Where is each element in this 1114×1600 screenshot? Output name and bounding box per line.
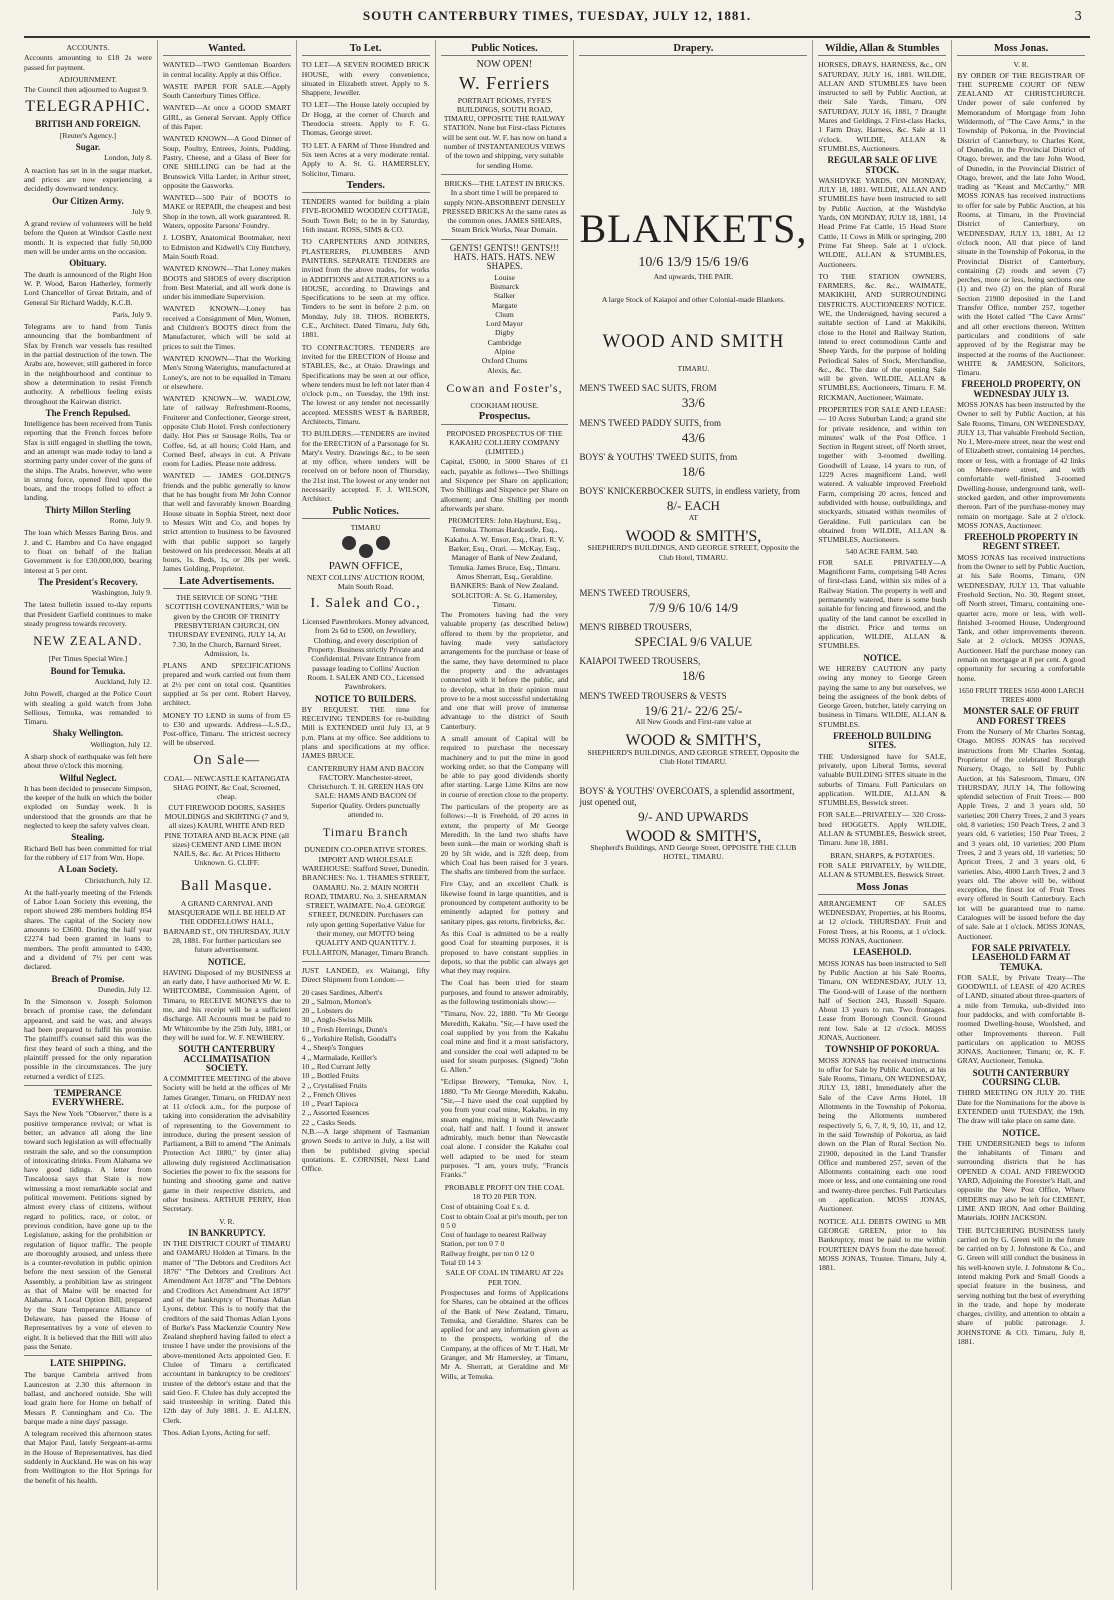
display-heading: Ball Masque. — [180, 877, 273, 894]
goods-line: All New Goods and First-rate value at — [635, 717, 752, 727]
price-line: 33/6 — [681, 395, 705, 411]
column-public-notices — [435, 40, 574, 1590]
dateline: July 9. — [131, 206, 152, 216]
table-row: Railway freight, per ton 0 12 0 — [440, 1248, 535, 1258]
prospectus-title: PROPOSED PROSPECTUS OF THE KAKAHU COLLIERY COMPANY (LIMITED.) — [446, 428, 563, 457]
classified-ad: WANTED—500 Pair of BOOTS to MAKE or REPAIR, the cheapest and best Shop in the town, all work guaranteed. R. Waters, opposite Parsons' Foundry. — [162, 193, 291, 231]
dateline: Rome, July 9. — [109, 516, 152, 526]
now-open: NOW OPEN! — [476, 59, 533, 71]
section-heading: Moss Jonas — [818, 883, 946, 895]
classified-ad: J. LOSBY, Anatomical Bootmaker, next to Edmiston and Kidwell's City Butchery, Main South Road. — [162, 233, 291, 261]
auction-ad: PROPERTIES FOR SALE AND LEASE:— 10 Acres Suburban Land; a grand site for private residence, and within ten minutes' walk of the Post Office. 1 Section in Regent street, off North street, together with 3-roomed dwelling. Goodwill of Lease, 14 years to run, of 1229 Acres magnificent Land, well watered. A valuable improved Freehold Farm, comprising 20 acres, fenced and subdivided with house, outbuildings, and stockyards, situated within twomiles of Geraldine. Full particulars can be obtained from WILDIE, ALLAN & STUMBLES, Auctioneers. — [818, 404, 947, 545]
article-heading: LEASEHOLD. — [853, 947, 912, 958]
article-heading: Thirty Millon Sterling — [45, 504, 131, 515]
price-line: 18/6 — [681, 464, 705, 480]
sale-line: SALE OF COAL IN TIMARU AT 22s PER TON. — [445, 1268, 564, 1287]
price-line: 43/6 — [681, 429, 705, 445]
classified-ad: TO CARPENTERS AND JOINERS, PLASTERERS, PLUMBERS AND PAINTERS. SEPARATE TENDERS are invited from the above trades, for works in ADDITIONS and ALTERATIONS to a HOUSE, according to Drawings and Specifications to be seen at my office. Tenders to be sent in before 2 p.m. on Monday, July 18. THOS. ROBERTS, C.E., Architect. Dated Timaru, July 6th, 1881. — [301, 237, 430, 340]
display-heading: On Sale— — [193, 752, 261, 768]
auction-ad: THE UNDERSIGNED begs to inform the inhabitants of Timaru and surrounding districts that he has OPENED A COAL AND FIREWOOD YARD, Adjoining the Forester's Hall, and opposite the New Post Office, Where ORDERS may also be left for CEMENT, LIME AND IRON, And other Building Materials. JOHN JACKSON. — [957, 1138, 1086, 1223]
column-moss-jonas — [951, 40, 1090, 1590]
list-item: 20 cases Sardines, Albert's — [301, 987, 383, 997]
blankets-heading: BLANKETS, — [579, 206, 808, 252]
list-item: 4 ,, Marmalade, Keiller's — [301, 1052, 377, 1062]
auction-ad: MOSS JONAS has received instructions from the Owner to sell by Public Auction, at his Sale Rooms, Timaru, ON WEDNESDAY, JULY 13, That valuable Freehold Section, No. 30, Regent street, off North street, Timaru, containing one-quarter acre, more or less, with well-finished 3-roomed House, Underground Tank, and other improvements thereon. Sale at 2 o'clock. MOSS JONAS, Auctioneer. Half the purchase money can remain on mortgage at 8 per cent. A good opportunity for securing a comfortable home. — [957, 552, 1086, 683]
list-item: 10 ,, Pearl Tapioca — [301, 1099, 359, 1109]
classified-ad: TO LET—The House lately occupied by Dr Hogg, at the corner of Church and Theodocia streets. Apply to F. G. Thomas, George street. — [301, 100, 430, 138]
article-heading: LATE SHIPPING. — [50, 1359, 126, 1370]
section-heading: BRITISH AND FOREIGN. — [35, 119, 141, 130]
paragraph: A sharp shock of earthquake was felt here about three o'clock this morning. — [24, 752, 152, 771]
classified-ad: MONEY TO LEND in sums of from £5 to £30 and upwards. Address—L.S.D., Post-office, Timaru. The strictest secrecy will be observed. — [162, 710, 291, 748]
price-line: 19/6 21/- 22/6 25/- — [644, 702, 743, 718]
classified-ad: CUT FIREWOOD DOORS, SASHES MOULDINGS and SKIRTING (7 and 9, all sizes) KAURI, WHITE AND RED PINE TOTARA AND BLACK PINE (all sizes) CEMENT AND LIME IRON NAILS, &c. &c. At Prices Hitherto Unknown. G. CLIFF. — [164, 802, 290, 868]
price-line: SPECIAL 9/6 VALUE — [634, 634, 753, 650]
paragraph: The Council then adjourned to August 9. — [24, 85, 148, 95]
classified-ad: THE SERVICE OF SONG "THE SCOTTISH COVENANTERS," Will be given by the CHOIR OF TRINITY PRESBYTERIAN CHURCH, ON THURSDAY EVENING, JULY 14, At 7.30, In the Church, Barnard Street. Admission, 1s. — [165, 593, 289, 658]
telegraphic-heading: TELEGRAPHIC. — [25, 98, 151, 116]
article-heading: FOR SALE PRIVATELY. LEASEHOLD FARM AT TEMUKA. — [971, 942, 1071, 972]
paragraph: John Powell, charged at the Police Court with stealing a gold watch from John Sellious, Temuka, was remanded to Timaru. — [24, 689, 152, 727]
list-item: Margate — [491, 300, 518, 310]
testimonial: "Timaru, Nov. 22, 1880. "To Mr George Meredith, Kakahu. "Sir,—I have used the coal supplied by you from the Kakahu coal mine and find it a most satisfactory, and consider the coal well adapted to be used for steam purposes. (Signed) "John G. Allen." — [440, 1009, 569, 1075]
dateline: Auckland, July 12. — [94, 676, 152, 686]
classified-ad: PORTRAIT ROOMS, FYFE'S BUILDINGS, SOUTH ROAD, TIMARU, OPPOSITE THE RAILWAY STATION. None but First-class Pictures will be sent out. W. F. has now on hand a number of INSTANTANEOUS VIEWS of the town and shipping, very suitable for sending Home. — [442, 95, 567, 170]
display-heading: Timaru Branch — [322, 825, 409, 840]
classified-ad: PLANS AND SPECIFICATIONS prepared and work carried out from them at 2½ per cent on total cost. Quantities supplied at 5s per cent. Robert Harvey, architect. — [162, 661, 291, 708]
royal-cipher: V. R. — [219, 1216, 235, 1226]
firm-name: WOOD AND SMITH — [602, 331, 785, 353]
section-heading: Moss Jonas. — [957, 44, 1085, 56]
list-item: 2 ,, French Olives — [301, 1089, 356, 1099]
article-heading: Bound for Temuka. — [50, 665, 126, 676]
product-line: MEN'S TWEED PADDY SUITS, from — [579, 417, 721, 428]
classified-ad: TO CONTRACTORS. TENDERS are invited for the ERECTION of House and STABLES, &c., at Otaio. Drawings and Specifications may be seen at our office, where tenders must be left not later than 4 o'clock p.m., on Tuesday, the 19th inst. The lowest or any tender not necessarily accepted. MESSRS WEST & BARBER, Architects, Timaru. — [301, 342, 430, 426]
list-item: Louise — [494, 272, 515, 282]
list-item: 22 ,, Casks Seeds. — [301, 1117, 357, 1127]
pawn-town: TIMARU — [350, 522, 381, 532]
ball-icon — [376, 536, 390, 550]
classified-ad: BY REQUEST. THE time for RECEIVING TENDERS for re-building Mill is EXTENDED until July 13, at 9 p.m. Plans at my office. See additions to plans and specifications at my office. JAMES BRUCE. — [301, 704, 430, 761]
auction-ad: THIRD MEETING ON JULY 20. THE Date for the Nominations for the above is EXTENDED until TUESDAY, the 19th. The draw will take place on same date. — [957, 1088, 1086, 1126]
classified-ad: JUST LANDED, ex Waitangi, fifty Direct Shipment from London:— — [301, 965, 430, 985]
classified-ad: BRICKS—THE LATEST IN BRICKS. In a short time I will be prepared to supply NON-ABSORBENT DENSELY PRESSED BRICKS At the same rates as the common ones. JAMES SHEARS, Steam Brick Works, Near Domain. — [442, 178, 567, 235]
section-label: ACCOUNTS. — [66, 43, 110, 52]
auction-ad: MOSS JONAS has received instructions to offer for Sale by Public Auction, at his Sale Rooms, Timaru, ON WEDNESDAY, JULY 13, 1881, Immediately after the Sale of the Cave Arms Hotel, 18 Allotments in the Township of Pokorua, being the Allotments numbered respectively 5, 6, 7, 8, 9, 10, 11, and 12, in the said Township of Pokorua, as laid down on the Plan of Rural Section No. 21900, deposited in the Land Transfer Office and numbered 257, seven of the Allotments containing each one rood more or less, and one containing one rood and twenty-three perches. Full Particulars on application. MOSS JONAS, Auctioneer. — [818, 1055, 947, 1214]
list-item: Digby — [495, 328, 514, 338]
classified-ad: TO LET—A SEVEN ROOMED BRICK HOUSE, with every convenience, situated in Elizabeth street. Apply to S. Shappere, Jeweller. — [301, 60, 430, 98]
auction-ad: ARRANGEMENT OF SALES WEDNESDAY, Properties, at his Rooms, at 12 o'clock. THURSDAY. Fruit and Forest Trees, at his Rooms, at 1 o'clock. MOSS JONAS, Auctioneer. — [818, 898, 947, 946]
article-heading: A Loan Society. — [58, 864, 118, 875]
signature-line: Thos. Adian Lyons, Acting for self. — [162, 1428, 271, 1438]
dateline: Washington, July 9. — [91, 588, 152, 598]
article-heading: FREEHOLD PROPERTY, ON WEDNESDAY JULY 13. — [961, 379, 1081, 399]
paragraph: In the Simonson v. Joseph Solomon breach of promise case, the defendant appeared, and said he was, and always had been prepared to fulfil his promise. The plaintiff's counsel said this was the first they heard of such a thing, and the plaintiff pressed for the only reparation possible in the circumstances. The jury returned a verdict of £125. — [24, 997, 152, 1081]
section-heading: Public Notices. — [441, 44, 569, 56]
wire-line: [Per Times Special Wire.] — [48, 654, 128, 664]
classified-ad: TO LET. A FARM of Three Hundred and Six teen Acres at a very moderate rental. Apply to A. St. G. HAMERSLEY, Solicitor, Timaru. — [301, 140, 430, 178]
testimonial: "Eclipse Brewery, "Temuka, Nov. 1, 1880. "To Mr George Meredith, Kakahu. "Sir,—I have used the coal supplied by you from your coal mine, Kakahu, in my steam engine, mixing it with Newcastle coal, half and half. I found it answer admirably, much better than Newcastle coal alone. I consider the Kakahu coal well adapted to be used for steam purposes. "I am, yours truly, "Francis Franks." — [440, 1077, 569, 1180]
classified-ad: WANTED KNOWN—That Loney makes BOOTS and SHOES of every discription from Best Material, and all work done is under his immediate Supervision. — [162, 264, 291, 302]
article-heading: REGULAR SALE OF LIVE STOCK. — [827, 155, 937, 175]
auction-ad: THE BUTCHERING BUSINESS lately carried on by G. Green will in the future be carried on by J. Johnstone & Co., and G. Green will still conduct the business in his well-known style. J. Johnstone & Co., intend making Pork and Small Goods a special feature in the business, and serving nothing but the best of everything in the trade, and hope by moderate charges, civility, and attention to obtain a share of public patronage. J. JOHNSTONE & CO. Timaru, July 8, 1881. — [957, 1225, 1086, 1347]
paragraph: The Promoters having had the very valuable property (as described below) offered to them by the proprietor, and having made very satisfactory arrangements for the purchase or lease of the same, they have determined to place the property and the advantages connected with it before the public, and to develop, what in their opinion must prove to be a most successful undertaking and one that will prove of immense advantage to the district of South Canterbury. — [440, 610, 569, 731]
price-line: 7/9 9/6 10/6 14/9 — [648, 599, 738, 615]
auction-ad: TO THE STATION OWNERS, FARMERS, &c. &c., WAIMATE, MAKIKIHI, AND SURROUNDING DISTRICTS. AUCTIONEERS' NOTICE. WE, the Undersigned, having secured a suitable section of Land at Makikihi, close to the Hotel and Railway Station, intend to erect commodious Cattle and Sheep Yards, for the purpose of holding Periodical Sales of Stock, Merchandise, &c., &c. The date of the opening Sale will be given. WILDIE, ALLAN & STUMBLES, Auctioneers, Timaru. F. M. RICKMAN, Auctioneer, Waimate. — [818, 271, 947, 402]
hat-list — [441, 273, 569, 375]
display-heading: I. Salek and Co., — [310, 596, 421, 612]
auction-ad: BY ORDER OF THE REGISTRAR OF THE SUPREME COURT OF NEW ZEALAND AT CHRISTCHURCH. Under power of sale conferred by Memorandum of Mortgage from John Wildermoth, of "The Cave Arms," in the Township of Pokorua, in the Provincial District of Canterbury, to Charles Kent, of Dunedin, in the Provincial District of Otago, brewer, and the late John Wood, of Dunedin, in the Provincial District of Otago, brewer, and the late John Wood, trading as "Keast and McCarthy." MR MOSS JONAS has received instructions to offer for sale by Public Auction, at his Rooms, at Timaru, in the Provincial District of Canterbury, on WEDNESDAY, JULY 13, 1881, At 12 o'clock noon, All that piece of land situate in the Township of Pokorua, in the Provincial District of Canterbury, containing (2) roods and seven (7) perches, more or less, being sections one (1) and two (2) on the plan of Rural Section 21900 deposited in the Land Transfer Office, number 257, together with the Hotel called "The Cave Arms" and all other erections thereon. Written particulars and conditions of sale approved of by the Registrar may be inspected at the rooms of the Auctioneer. WHITE & JAMESON, Solicitors, Timaru. — [957, 70, 1086, 378]
display-heading: Cowan and Foster's, — [446, 380, 563, 395]
list-item: Bismarck — [489, 281, 520, 291]
column-wildie-allan-stumbles — [812, 40, 951, 1590]
paragraph: The latest bulletin issued to-day reports that President Garfield continues to make steady progress towards recovery. — [24, 600, 152, 629]
column-news — [24, 40, 157, 1590]
classified-ad: A GRAND CARNIVAL AND MASQUERADE WILL BE HELD AT THE ODDFELLOWS' HALL, BARNARD ST., ON THURSDAY, JULY 28, 1881. For further particulars see future advertisement. — [163, 898, 291, 955]
divider — [441, 174, 569, 175]
article-heading: TEMPERANCE EVERYWHERE. — [52, 1088, 124, 1109]
pawn-office: PAWN OFFICE, — [328, 560, 403, 573]
section-heading: Late Advertisements. — [163, 577, 291, 589]
article-heading: Obituary. — [69, 258, 107, 269]
classified-ad: WASTE PAPER FOR SALE.—Apply South Canterbury Times Office. — [162, 81, 291, 101]
classified-ad: WANTED KNOWN—W. WADLOW, late of railway Refreshment-Rooms, Fruiterer and Confectioner, George street, opposite Club Hotel. Fresh confectionery daily. Hot Pies or Sausage Rolls, Tea or Coffee, 6d, at all hours; Cold Ham, and Corned Beef, always in cut. A Private room for Ladies. Please note address. — [162, 394, 291, 469]
classified-ad: TENDERS wanted for building a plain FIVE-ROOMED WOODEN COTTAGE, South Town Belt; to be in by Saturday, 16th instant. ROSS, SIMS & CO. — [301, 197, 430, 235]
product-line: BOYS' & YOUTHS' OVERCOATS, a splendid assortment, just opened out, — [579, 786, 795, 808]
ball-icon — [359, 544, 373, 558]
classified-ad: N.B.—A large shipment of Tasmanian grown Seeds to arrive in July, a list will then be published giving special quotations. E. CORNISH, Next Land Office. — [301, 1126, 430, 1174]
product-line: MEN'S TWEED TROUSERS & VESTS — [579, 690, 727, 701]
dateline: Christchurch, July 12. — [84, 875, 152, 885]
ball-icon — [342, 536, 356, 550]
article-heading: NOTICE. — [863, 652, 902, 663]
article-heading: NOTICE. — [1002, 1127, 1040, 1138]
list-item: Chum — [495, 309, 514, 319]
classified-ad: WANTED—At once a GOOD SMART GIRL, as General Servant. Apply Office of this Paper. — [162, 103, 291, 132]
list-item: Cambridge — [487, 337, 522, 347]
classified-ad: CANTERBURY HAM AND BACON FACTORY. Manchester-street, Christchurch. T. H. GREEN HAS ON SALE: HAMS AND BACON Of Superior Quality. Orders punctually attended to. — [307, 763, 425, 820]
classified-ad: IN THE DISTRICT COURT of TIMARU and OAMARU Holden at Timaru. In the matter of "The Debtors and Creditors Act 1876" "The Debtors and Creditors Act Amendment Act 1878" and "The Debtors and Creditors Act Amendment Act 1879" and of the bankruptcy of Thomas Adian Lyons, debtor. This is to notify that the creditors of the said Thomas Adian Lyons of Burke's Pass Mackenzie Country New Zealand shepherd having failed to elect a trustee I have under the provisions of the above-mentioned Acts appointed Geo. F. Clulee of Timaru a certificated accountant in bankruptcy to be creditors' trustee of the debtor's estate and that the said Geo. F. Clulee has duly accepted the said trusteeship in writing. Dated this 12th day of July 1881. J. E. ALLEN, Clerk. — [162, 1239, 291, 1425]
farm-heading: 540 ACRE FARM. 540. — [845, 547, 919, 557]
cost-table — [441, 1202, 569, 1267]
promoters: PROMOTERS: John Hayhurst, Esq., Temuka. Thomas Hardcastle, Esq., Kakahu. A. W. Ensor, Esq., Orari. R. V. Barker, Esq., Orari. — McKay, Esq., Manager of Bank of New Zealand, Temuka. James Bruce, Esq., Timaru. Amos Sherratt, Esq., Geraldine. BANKERS: Bank of New Zealand. SOLICITOR: A. St. G. Hamersley, Timaru. — [444, 516, 565, 609]
paragraph: The particulars of the property are as follows:—It is Freehold, of 20 acres in extent, the property of Mr George Meredith. In the land two shafts have been sunk—the main or working shaft is 20 by 5ft wide, and is 32ft deep, from which Coal has been raised for 3 years. The shafts are timbered from the surface. — [440, 802, 569, 877]
display-heading: W. Ferriers — [458, 72, 551, 93]
price-line: 10/6 13/9 15/6 19/6 — [638, 255, 749, 271]
article-heading: Sugar. — [75, 142, 101, 153]
article-heading: Wilful Neglect. — [59, 772, 117, 783]
divider — [24, 1355, 152, 1356]
dateline: Paris, July 9. — [112, 309, 152, 319]
page-columns — [24, 40, 1090, 1590]
paragraph: The barque Cambria arrived from Launceston at 2.30 this afternoon in ballast, and anchored outside. She will load grain here for Home on behalf of Messrs P. Cunningham and Co. The barque made a nine days' passage. — [24, 1370, 152, 1426]
paragraph: A telegram received this afternoon states that Major Paul, lately Sergeant-at-arms in the House of Representatives, has died suddenly in Auckland. He was on his way from Wellington to the Hot Springs for the benefit of his health. — [24, 1429, 152, 1485]
paragraph: Says the New York "Observer," there is a positive temperance revival; or what is better, an advance all along the line toward such legislation as will effectually restrain the sale, and so the consumption of intoxicating drinks. From Alabama we have good tidings. A letter from Tuscaloosa says that State is now witnessing a most remarkable social and political movement. Petitions signed by almost every class of citizens, without regard to politics, race, or color, or previous condition, have gone up to the Legislature, asking for the prohibition or regulation of liquor traffic. The people are thoroughly aroused, and unless there is a counter-revolution in public opinion before the next session of the General Assembly, a prohibition law as stringent as that of Maine will be enacted for Alabama. A Local Option Bill, prepared by the State Temperance Alliance of Delaware, has passed the House of Representatives by a vote of eleven to eight. It is believed that the Bill will also pass the Senate. — [24, 1109, 152, 1351]
address-line: SHEPHERD'S BUILDINGS, AND GEORGE STREET, Opposite the Club Hotel, TIMARU. — [587, 543, 800, 562]
paragraph: At the half-yearly meeting of the Friends of Labor Loan Society this evening, the report showed 286 members holding 854 shares. The capital of the Society now amounts to £3600. During the half year £2274 had been granted in loans to members. The profit amounted to £430, and a dividend of 7½ per cent was declared. — [24, 887, 152, 972]
classified-ad: TO BUILDERS.—TENDERS are invited for the ERECTION of a Parsonage for St. Mary's Vestry. Drawings &c., to be seen at my office, where tenders will be received on or before noon of Thursday, the 21st inst. The lowest or any tender not necessarily accepted. F. J. WILSON, Architect. — [301, 429, 430, 504]
article-heading: FREEHOLD PROPERTY IN REGENT STREET. — [964, 532, 1079, 552]
classified-ad: Licensed Pawnbrokers. Money advanced, from 2s 6d to £500, on Jewellery, Clothing, and every description of Property. Business strictly Private and Confidential. Private Entrance from passage leading to Collins' Auction Room. I. SALEK AND CO., Licensed Pawnbrokers. — [302, 617, 430, 692]
masthead-title: SOUTH CANTERBURY TIMES, TUESDAY, JULY 12, 1881. — [362, 8, 752, 23]
paragraph: Capital, £5000, in 5000 Shares of £1 each, payable as follows—Two Shillings and Sixpence per Share on application; Two Shillings and Sixpence per Share on allotment; and One Shilling per month afterwards per share. — [440, 457, 569, 513]
product-line: MEN'S TWEED SAC SUITS, FROM — [579, 383, 717, 394]
profit-heading: PROBABLE PROFIT ON THE COAL 18 TO 20 PER TON. — [444, 1182, 565, 1201]
section-heading: Prospectus. — [441, 412, 569, 424]
auction-ad: WASHDYKE YARDS, ON MONDAY, JULY 18, 1881. WILDIE, ALLAN AND STUMBLES have been instructed to sell by Public Auction, at the Washdyke Yards, ON MONDAY, JULY 18, 1881, 14 Head Prime Fat Cattle, 15 Head Store Cattle, 11 Cows in Milk or springing, 200 Prime Fat Sheep. Sale at 1 o'clock. WILDIE, ALLAN & STUMBLES, Auctioneers. — [818, 175, 947, 269]
list-item: 20 ,, Lobsters do — [301, 1006, 353, 1016]
article-heading: SOUTH CANTERBURY ACCLIMATISATION SOCIETY. — [178, 1044, 276, 1073]
classified-ad: WANTED KNOWN—A Good Dinner of Soup, Poultry, Entrees, Joints, Pudding, Pastry, Cheese, and a Glass of Beer for ONE SHILLING can be had at the Brunswick Villa Larder, in Arthur street, opposite the Gasworks. — [162, 134, 291, 190]
section-heading: To Let. — [302, 44, 430, 56]
dateline: London, July 8. — [104, 153, 152, 163]
firm-name: WOOD & SMITH'S, — [625, 527, 762, 545]
article-heading: Our Citizen Army. — [52, 195, 124, 206]
trees-line: 1650 FRUIT TREES 1650 4000 LARCH TREES 4000 — [958, 685, 1084, 705]
paragraph: As this Coal is admitted to be a really good Coal for steaming purposes, it is proposed to have constant supplies in depots, so that the public can always get what they may require. — [440, 928, 569, 976]
pawnbroker-balls-icon — [302, 536, 430, 558]
section-heading: Tenders. — [302, 181, 430, 193]
section-label: ADJOURNMENT. — [58, 74, 118, 84]
store-name: COOKHAM HOUSE. — [470, 400, 539, 410]
stock-line: A large Stock of Kaiapoi and other Colonial-made Blankets. — [601, 294, 785, 304]
royal-cipher: V. R. — [1013, 60, 1029, 70]
address-line: Shepherd's Buildings, AND George Street, OPPOSITE THE CLUB HOTEL, TIMARU. — [590, 842, 797, 862]
column-to-let — [296, 40, 435, 1590]
auction-ad: MOSS JONAS has been instructed by the Owner to sell by Public Auction, at his Sale Rooms, Timaru, ON WEDNESDAY, JULY 13, That valuable Freehold Section, No 1, Mere-mere street, near the west end of Elizabeth street, containing 14 perches, more or less, with a frontage of 42 links on Mere-mere street, and with comfortable well-finished 3-roomed Dwelling-house, underground tank, well-stocked garden, and other improvements thereon. Part of the purchase-money may remain on mortgage. Sale at 2 o'clock. MOSS JONAS, Auctioneer. — [957, 399, 1086, 530]
paragraph: Richard Bell has been committed for trial for the robbery of £17 from Wm. Hope. — [24, 843, 152, 862]
article-heading: The French Repulsed. — [45, 407, 131, 418]
paragraph: A reaction has set in in the sugar market, and prices are now experiencing a decidedly downward tendency. — [24, 165, 152, 194]
table-row: Cost to obtain Coal at pit's mouth, per ton 0 5 0 — [440, 1211, 568, 1230]
paragraph: A grand review of volunteers will be held before the Queen at Windsor Castle next month. It is expected that fully 50,000 men will be under arms on the occasion. — [24, 219, 152, 257]
article-heading: TOWNSHIP OF POKORUA. — [825, 1044, 940, 1055]
list-item: Lord Mayor — [486, 319, 523, 329]
product-line: MEN'S TWEED TROUSERS, — [579, 587, 690, 598]
list-item: Stalker — [493, 291, 516, 301]
paragraph: The death is announced of the Right Hon W. P. Wood, Baron Hatherley, formerly Lord Chancellor of Great Britain, and of General Sir Richard Waddy, K.C.B. — [24, 269, 152, 307]
classified-ad: WANTED KNOWN—Loney has received a Consignment of Men, Women, and Children's BOOTS direct from the Manufacturer, which will be sold at prices to suit the Times. — [162, 304, 291, 351]
column-wanted — [157, 40, 296, 1590]
classified-ad: WANTED KNOWN—That the Working Men's Strong Waterights, manufactured at Loney's, are not to be equalled in Timaru or elsewhere. — [162, 353, 291, 391]
list-item: 10 ,, Bottled Fruits — [301, 1071, 359, 1081]
product-line: MEN'S RIBBED TROUSERS, — [579, 622, 692, 633]
bran-heading: BRAN, SHARPS, & POTATOES. — [830, 850, 935, 860]
at-line: AT — [688, 512, 699, 522]
auction-ad: FOR SALE PRIVATELY, by WILDIE, ALLAN & STUMBLES, Beswick Street. — [818, 860, 947, 880]
list-item: 10 ,, Red Currant Jelly — [301, 1061, 371, 1071]
auction-ad: HORSES, DRAYS, HARNESS, &c., ON SATURDAY, JULY 16, 1881. WILDIE, ALLAN AND STUMBLES have been instructed to sell by Public Auction, at their Sale Yards, Timaru, ON SATURDAY, JULY 16, 1881, 7 Draught Mares and Geldings, 2 First-class Hacks, 1 Farm Dray, Harness, &c. Sale at 11 o'clock. WILDIE, ALLAN & STUMBLES, Auctioneers. — [818, 60, 947, 153]
article-heading: Breach of Promise. — [51, 973, 125, 984]
paragraph: It has been decided to prosecute Simpson, the keeper of the hulk on which the boiler exploded on Sunday week. It is understood that the grounds are that he neglected to keep the safety valves clean. — [24, 783, 152, 831]
section-heading: Wanted. — [163, 44, 291, 56]
list-item: 2 ,, Crystalised Fruits — [301, 1080, 367, 1090]
paragraph: Fire Clay, and an excellent Chalk is likewise found in large quantities, and is pronounced by competent authority to be eminently adapted for pottery and sanitary pipes, gas retorts, firebricks, &c. — [440, 879, 569, 926]
paragraph: Prospectuses and forms of Applications for Shares, can be obtained at the offices of the Bank of New Zealand, Timaru, Temuka, and Geraldine. Shares can be applied for and any information given as to the prospects, working of the Company, at the offices of Mr T. Hall, Mr Granger, and Mr Hamersley, at Timaru, Mr A. Sherratt, at Geraldine and Mr Wills, at Temuka. — [440, 1287, 569, 1381]
list-item: 10 ,, Fresh Herrings, Dunn's — [301, 1024, 388, 1034]
price-line: 8/- EACH — [666, 498, 720, 514]
list-item: Oxford Chums — [481, 356, 528, 366]
classified-ad: HAVING Disposed of my BUSINESS at an early date, I have authorised Mr W. E. WHITCOMBE, Commission Agent, of Timaru, to RECEIVE MONEYS due to me, and his receipt will be a sufficient discharge. All Accounts must be paid to Mr Whitcombe by the 25th July, 1881, or they will be sued for. W. F. NEWBERY. — [162, 967, 291, 1042]
auction-ad: FOR SALE—PRIVATELY— 320 Cross-bred HOGGETS. Apply WILDIE, ALLAN & STUMBLES, Beswick street, Timaru. June 18, 1881. — [818, 810, 947, 848]
list-item: Alpine — [494, 347, 515, 357]
town-line: TIMARU. — [677, 364, 710, 374]
pawn-address: NEXT COLLINS' AUCTION ROOM, Main South Road. — [306, 572, 425, 591]
table-row: Total £0 14 3 — [440, 1258, 481, 1268]
article-heading: Stealing. — [71, 832, 105, 843]
classified-ad: WANTED — JAMES GOLDING'S friends and the public generally to know that he has bought from Mr John Connor that well and favorably known Boarding House situate in Sophia Street, next door to Messrs Witt and Co, and hopes by strict attention to business to be favoured with that public support so largely bestowed on his predecessor. Meals at all hours, 1s. Beds, 1s, or 20s per week. James Golding, Proprietor. — [162, 471, 291, 574]
list-item: 30 ,, Anglo-Swiss Milk — [301, 1015, 373, 1025]
product-line: KAIAPOI TWEED TROUSERS, — [579, 656, 701, 667]
classified-ad: COAL— NEWCASTLE KAITANGATA SHAG POINT, &c Coal, Screened, cheap. — [163, 773, 290, 802]
article-heading: IN BANKRUPTCY. — [188, 1227, 266, 1238]
pair-line: And upwards, THE PAIR. — [653, 271, 734, 281]
section-heading: Drapery. — [579, 44, 807, 56]
classified-ad: DUNEDIN CO-OPERATIVE STORES. IMPORT AND WHOLESALE WAREHOUSE: Stafford Street, Dunedin. BRANCHES: No. 1. THAMES STREET, OAMARU. No. 2. MAIN NORTH ROAD, TIMARU. No. 3. SHEARMAN STREET, WAIMATE. No.4. GEORGE STREET, DUNEDIN. Purchasers can rely upon getting Superlative Value for their money, our MOTTO being QUALITY AND QUANTITY. J. FULLARTON, Manager, Timaru Branch. — [301, 845, 430, 957]
paragraph: Telegrams are to hand from Tunis announcing that the bombardment of Sfax by French war vessels has resulted in the partial destruction of the town. The Arabs are, however, still gathered in force in the neighbourhood and continue to show a determination to resist French authority. A rebellious feeling exists throughout the Kairwan district. — [24, 322, 152, 406]
price-line: 9/- AND UPWARDS — [638, 809, 749, 825]
goods-list — [302, 988, 430, 1127]
list-item: Alexis, &c. — [487, 365, 522, 375]
list-item: 20 ,, Salmon, Morton's — [301, 996, 372, 1006]
classified-ad: A COMMITTEE MEETING of the above Society will be held at the offices of Mr James Granger, Timaru, on FRIDAY next at 11 o'clock a.m., for the purpose of taking into consideration the advisability of representing to the Government to introduce, during the present session of Parliament, a Bill to amend "The Animals Protection Act 1880," by (inter alia) allowing duly registered Acclimatisation Societies the power to fix the seasons for hunting and shooting game and native game in their respective districts, and other business. ARTHUR PERRY, Hon Secretary. — [162, 1074, 291, 1214]
column-drapery — [573, 40, 812, 1590]
article-heading: The President's Recovery. — [38, 576, 138, 587]
section-heading: Public Notices. — [302, 507, 430, 519]
auction-ad: MOSS JONAS has been instructed to Sell by Public Auction at his Sale Rooms, Timaru, ON WEDNESDAY, JULY 13, The Good-will of Lease of the northern half of Section 243, Russell Square. About 13 years to run. Two frontages. Lease from Borough Council. Ground rent low. Sale at 12 o'clock. MOSS JONAS, Auctioneer. — [818, 958, 947, 1042]
auction-ad: THE Undersigned have for SALE, privately, upon Liberal Terms, several valuable BUILDING SITES situate in the suburbs of Timaru. Full Particulars on application. WILDIE, ALLAN & STUMBLES, Beswick street. — [818, 751, 947, 808]
auction-ad: WE HEREBY CAUTION any party owing any money to George Green paying the same to any but ourselves, we being the assignees of the book debts of George Green, butcher, lately carrying on business in Timaru. WILDIE, ALLAN & STUMBLES. — [818, 664, 947, 729]
masthead — [0, 0, 1114, 32]
list-item: 6 ,, Yorkshire Relish, Goodall's — [301, 1034, 397, 1044]
auction-ad: NOTICE. ALL DEBTS OWING to MR GEORGE GREEN, prior to his Bankruptcy, must be paid to me within FOURTEEN DAYS from the date hereof. MOSS JONAS, Trustee. Timaru, July 4, 1881. — [818, 1216, 947, 1273]
paragraph: A small amount of Capital will be required to purchase the necessary machinery and to put the mine in good working order, so that the Company will be able to pay good dividends shortly after starting. Large Lime Kilns are now in course of erection close to the property. — [440, 734, 569, 799]
product-line: BOYS' KNICKERBOCKER SUITS, in endless variety, from — [579, 486, 800, 497]
divider — [24, 1085, 152, 1086]
auction-ad: FOR SALE PRIVATELY—A Magnificent Farm, comprising 540 Acres of first-class Land, within six miles of a Railway Station. The property is well and permanently watered, there is some bush suitable for fencing and firewood, and the quality of the land cannot be excelled in the district. Price and terms on application, WILDIE, ALLAN & STUMBLES. — [818, 557, 947, 651]
nz-heading: NEW ZEALAND. — [33, 633, 143, 649]
list-item: 2 ,, Assorted Essences — [301, 1108, 369, 1118]
agency-line: [Reuter's Agency.] — [59, 130, 116, 140]
list-item: 4 ,, Sheep's Tongues — [301, 1043, 364, 1053]
firm-name: WOOD & SMITH'S, — [625, 732, 762, 750]
article-heading: Shaky Wellington. — [52, 728, 124, 739]
article-heading: NOTICE. — [207, 956, 246, 967]
auction-ad: FOR SALE, by Private Treaty—The GOODWILL of LEASE of 420 ACRES of LAND, situated about three-quarters of a mile from Temuka, sub-divided into four paddocks, and with comfortable 8-roomed Dwelling-house, Woolshed, and other Improvements thereon. Full particulars on application to MOSS JONAS, Auctioneer, Timaru; or, K. F. GRAY, Auctioneer, Temuka. — [957, 972, 1086, 1066]
divider — [302, 961, 430, 962]
auction-ad: From the Nursery of Mr Charles Sontag, Otago. MOSS JONAS has received instructions from Mr Charles Sontag, Proprietor of the celebrated Roxburgh Nursery, Otago, to Sell by Public Auction, at his Salesroom, Timaru, ON THURSDAY, JULY 14, The following splendid selection of Fruit Trees:— 800 Apple Trees, 2 and 3 years old, 50 varieties; 200 Cherry Trees, 2 and 3 years old, 8 varieties; 150 Peach Trees, 2 and 3 years old, 6 varieties; 150 Pear Trees, 2 and 3 years old, 10 varieties; 200 Plum Trees, 2 and 3 years old, 10 varieties; 50 Apricot Trees, 2 and 3 years old, 6 varieties. Also, 4000 Larch Trees, 2 and 3 years old. The above will be, without exception, the finest lot of Fruit Trees every offered in South Canterbury. Each lot will be guaranteed true to name. Catalogues will be issued before the day of sale. Sale at 1 o'clock. MOSS JONAS, Auctioneer. — [957, 727, 1086, 941]
table-row: Cost of haulage to nearest Railway Station, per ton 0 7 0 — [440, 1230, 547, 1249]
dateline: Wellington, July 12. — [90, 739, 152, 749]
hats-heading: GENTS! GENTS!! GENTS!!! HATS. HATS. HATS. NEW SHAPES. — [449, 242, 560, 272]
dateline: Dunedin, July 12. — [97, 984, 152, 994]
page-number: 3 — [1074, 9, 1082, 23]
firm-name: WOOD & SMITH'S, — [625, 827, 762, 845]
article-heading: SOUTH CANTERBURY COURSING CLUB. — [972, 1067, 1070, 1088]
divider — [441, 239, 569, 240]
address-line: SHEPHERD'S BUILDINGS, AND GEORGE STREET, Opposite the Club Hotel TIMARU. — [587, 747, 800, 766]
article-heading: MONSTER SALE OF FRUIT AND FOREST TREES — [963, 706, 1080, 726]
article-heading: NOTICE TO BUILDERS. — [315, 693, 417, 704]
paragraph: The loan which Messrs Baring Bros. and J. and C. Hambro and Co have engaged to float on behalf of the Italian Government is for £30,000,000, bearing interest at 5 per cent. — [24, 528, 152, 575]
paragraph: Accounts amounting to £18 2s were passed for payment. — [24, 53, 152, 72]
classified-ad: WANTED—TWO Gentleman Boarders in central locality. Apply at this Office. — [162, 60, 291, 79]
paragraph: Intelligence has been received from Tunis reporting that the French forces before Sfax is still engaged in shelling the town, and an attempt was made today to land a storming party under cover of the guns of the ships. The Arabs, however, who were in strong force, opened fired upon the boats, and the troops folled to effect a landing. — [24, 419, 152, 503]
paragraph: The Coal has been tried for steam purposes, and found to answer admirably, as the following testimonials show:— — [440, 978, 569, 1007]
table-row: Cost of obtaining Coal £ s. d. — [440, 1202, 530, 1212]
article-heading: FREEHOLD BUILDING SITES. — [833, 731, 932, 751]
section-heading: Wildie, Allan & Stumbles — [818, 44, 946, 56]
price-line: 18/6 — [681, 668, 705, 684]
product-line: BOYS' & YOUTHS' TWEED SUITS, from — [579, 452, 738, 463]
